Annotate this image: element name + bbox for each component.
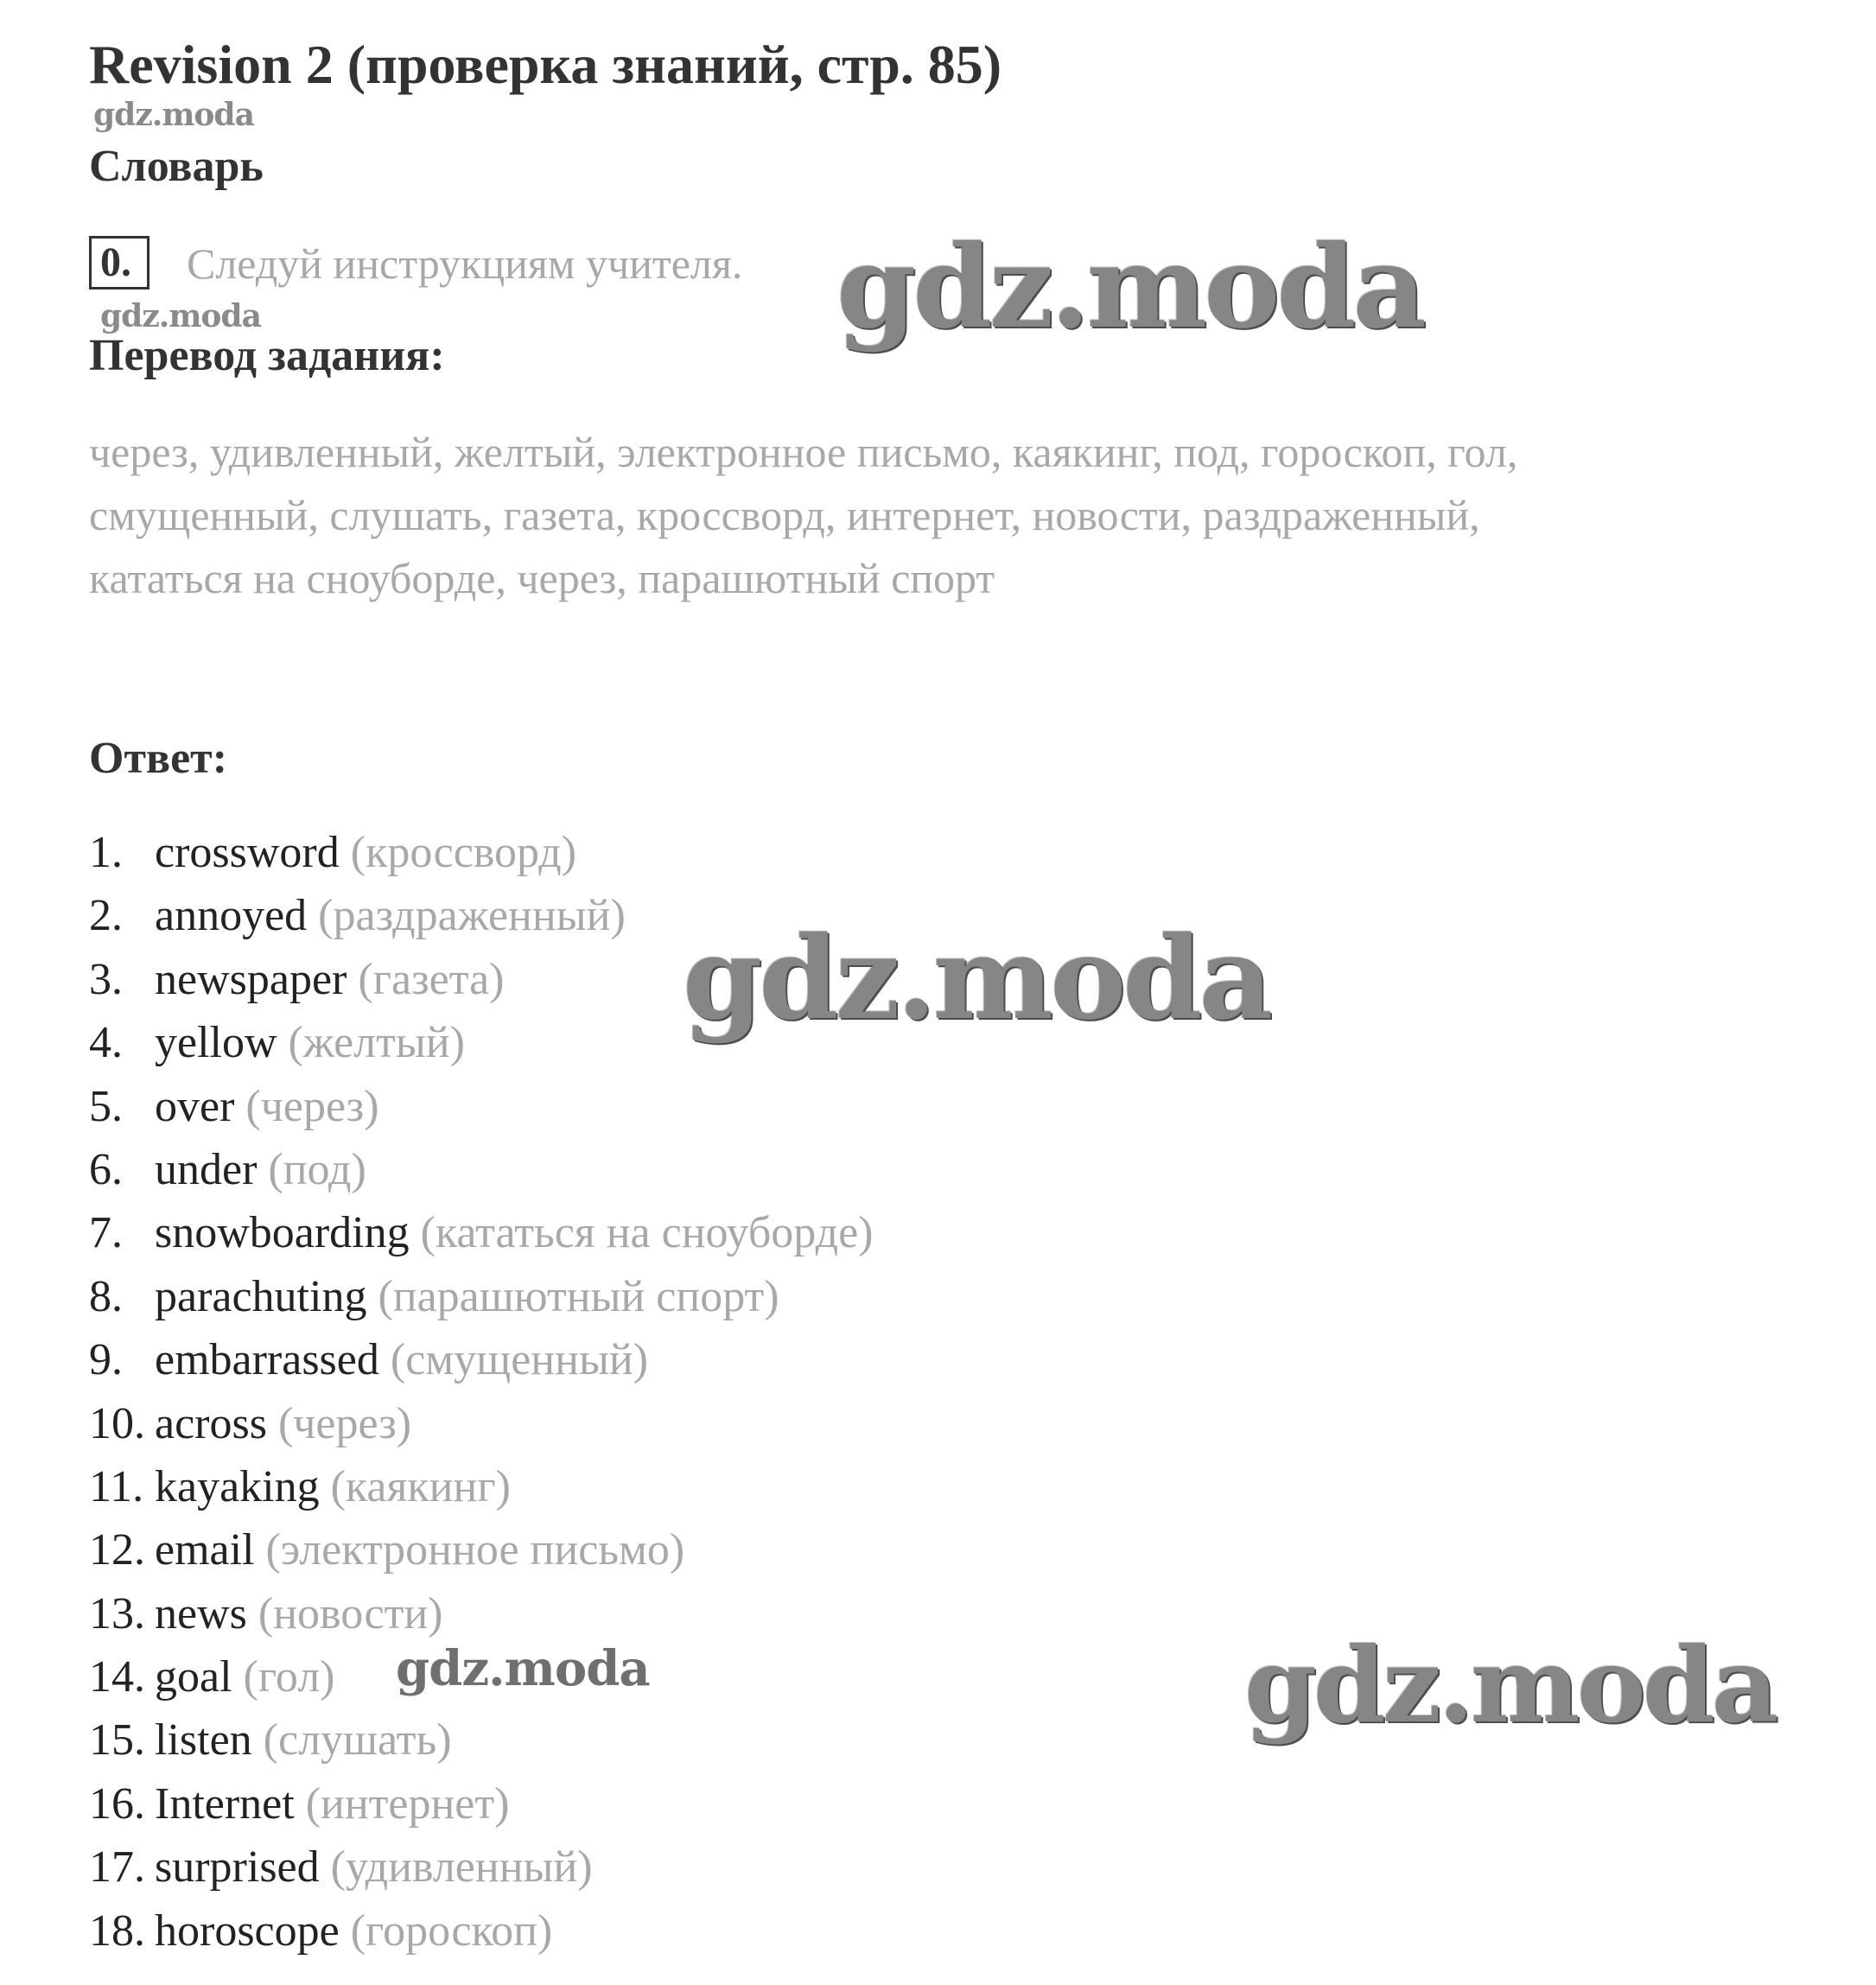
item-number: 18. <box>89 1905 145 1956</box>
list-item <box>89 1835 873 1899</box>
item-number: 6. <box>89 1144 123 1194</box>
item-number: 8. <box>89 1271 123 1321</box>
list-item <box>89 1201 873 1264</box>
list-item <box>89 1392 873 1455</box>
list-item <box>89 1582 873 1645</box>
list-item <box>89 1708 873 1772</box>
russian-translation: (новости) <box>258 1588 443 1638</box>
watermark-large: gdz.moda <box>683 912 1270 1046</box>
english-word: under <box>155 1144 258 1194</box>
translation-line: через, удивленный, желтый, электронное письмо, каякинг, под, гороскоп, гол, <box>89 428 1518 476</box>
answer-heading: Ответ: <box>89 734 228 783</box>
russian-translation: (под) <box>268 1144 366 1194</box>
english-word: Internet <box>155 1778 295 1829</box>
english-word: over <box>155 1081 235 1131</box>
english-word: snowboarding <box>155 1208 410 1258</box>
item-number: 12. <box>89 1525 145 1575</box>
page-title: Revision 2 (проверка знаний, стр. 85) <box>89 34 1002 95</box>
task-number-box: 0. <box>89 236 149 289</box>
russian-translation: (кататься на сноуборде) <box>420 1208 874 1258</box>
english-word: email <box>155 1525 255 1575</box>
item-number: 10. <box>89 1398 145 1448</box>
item-number: 2. <box>89 891 123 941</box>
russian-translation: (слушать) <box>263 1715 452 1766</box>
russian-translation: (удивленный) <box>330 1842 593 1893</box>
watermark-small: gdz.moda <box>100 298 261 334</box>
english-word: listen <box>155 1715 252 1766</box>
english-word: kayaking <box>155 1461 320 1511</box>
translation-heading: Перевод задания: <box>89 331 445 380</box>
watermark-large: gdz.moda <box>836 220 1424 354</box>
item-number: 17. <box>89 1842 145 1893</box>
list-item <box>89 1075 873 1138</box>
english-word: parachuting <box>155 1271 367 1321</box>
item-number: 5. <box>89 1081 123 1131</box>
item-number: 15. <box>89 1715 145 1766</box>
russian-translation: (газета) <box>358 954 505 1004</box>
item-number: 14. <box>89 1652 145 1702</box>
translation-line: кататься на сноуборде, через, парашютный спорт <box>89 554 995 602</box>
watermark-small: gdz.moda <box>93 97 254 133</box>
russian-translation: (через) <box>277 1398 412 1448</box>
english-word: horoscope <box>155 1905 340 1956</box>
watermark-large: gdz.moda <box>1244 1625 1776 1746</box>
task-text: Следуй инструкциям учителя. <box>187 239 743 288</box>
list-item <box>89 1518 873 1581</box>
list-item <box>89 1455 873 1518</box>
item-number: 13. <box>89 1588 145 1638</box>
list-item <box>89 1899 873 1963</box>
english-word: yellow <box>155 1018 277 1068</box>
english-word: newspaper <box>155 954 347 1004</box>
item-number: 9. <box>89 1335 123 1385</box>
english-word: goal <box>155 1652 232 1702</box>
russian-translation: (интернет) <box>305 1778 510 1829</box>
russian-translation: (гол) <box>243 1652 335 1702</box>
english-word: annoyed <box>155 891 308 941</box>
russian-translation: (раздраженный) <box>318 891 626 941</box>
english-word: surprised <box>155 1842 320 1893</box>
english-word: embarrassed <box>155 1335 379 1385</box>
russian-translation: (через) <box>245 1081 379 1131</box>
russian-translation: (электронное письмо) <box>265 1525 685 1575</box>
russian-translation: (парашютный спорт) <box>378 1271 779 1321</box>
english-word: crossword <box>155 828 340 877</box>
russian-translation: (каякинг) <box>330 1461 511 1511</box>
item-number: 3. <box>89 954 123 1004</box>
item-number: 11. <box>89 1461 144 1511</box>
russian-translation: (гороскоп) <box>350 1905 553 1956</box>
russian-translation: (желтый) <box>288 1018 465 1068</box>
list-item <box>89 1265 873 1328</box>
item-number: 7. <box>89 1208 123 1258</box>
item-number: 16. <box>89 1778 145 1829</box>
item-number: 1. <box>89 828 123 877</box>
english-word: news <box>155 1588 247 1638</box>
list-item <box>89 1772 873 1835</box>
translation-text <box>89 421 1817 610</box>
watermark-small: gdz.moda <box>396 1640 650 1697</box>
english-word: across <box>155 1398 267 1448</box>
russian-translation: (кроссворд) <box>350 828 577 877</box>
item-number: 4. <box>89 1018 123 1068</box>
vocabulary-heading: Словарь <box>89 142 264 191</box>
list-item <box>89 821 873 884</box>
russian-translation: (смущенный) <box>390 1335 649 1385</box>
list-item <box>89 1328 873 1391</box>
translation-line: смущенный, слушать, газета, кроссворд, интернет, новости, раздраженный, <box>89 491 1480 539</box>
list-item <box>89 1138 873 1201</box>
